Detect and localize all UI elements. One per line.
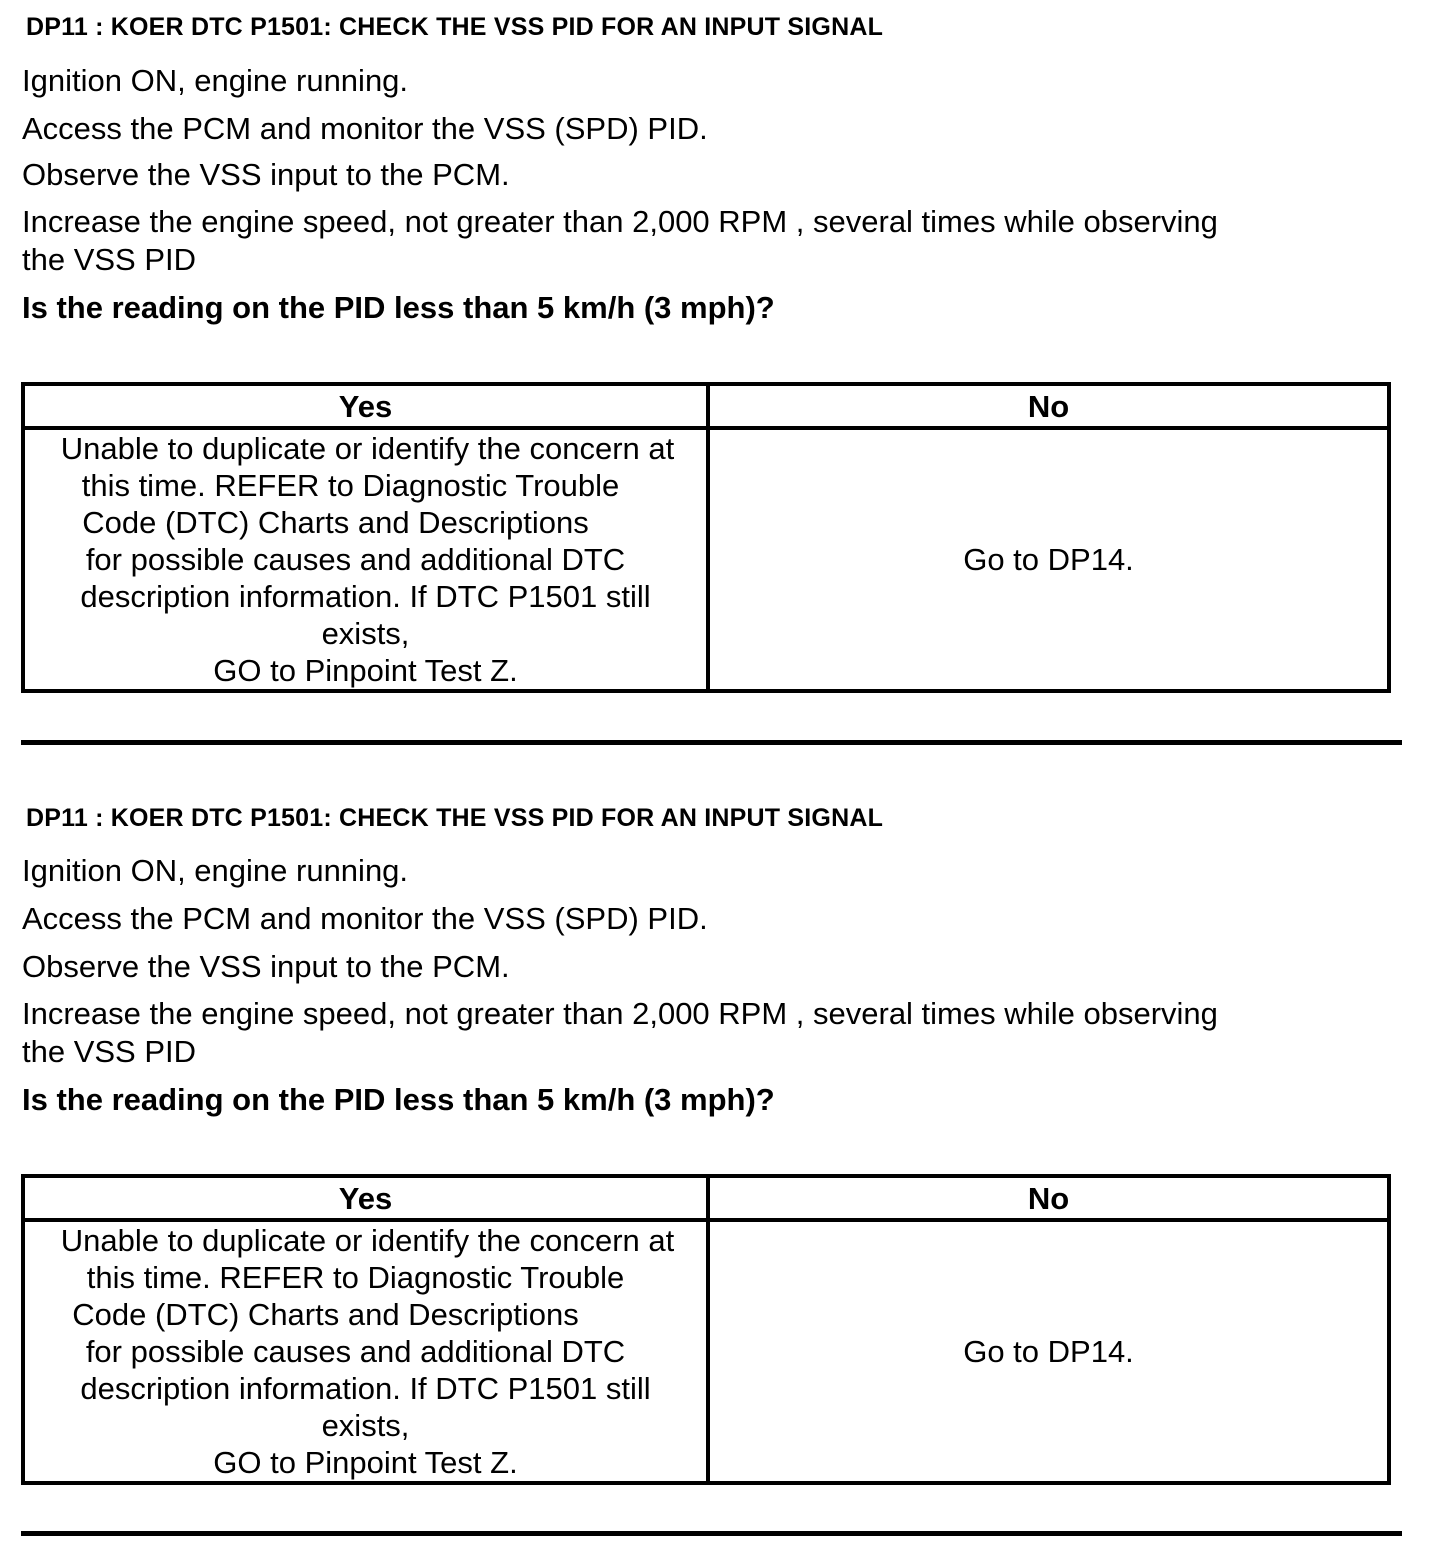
step-ignition: Ignition ON, engine running. (22, 853, 409, 888)
no-header: No (1027, 389, 1070, 424)
yes-cell (25, 430, 706, 689)
section-title: DP11 : KOER DTC P1501: CHECK THE VSS PID FOR AN INPUT SIGNAL (26, 13, 884, 41)
step-observe-vss: Observe the VSS input to the PCM. (22, 157, 510, 192)
section-divider-rule (21, 740, 1402, 745)
yes-line: for possible causes and additional DTC (85, 542, 626, 577)
step-increase-speed-cont: the VSS PID (22, 1034, 197, 1069)
no-cell (710, 430, 1387, 689)
decision-table (21, 1174, 1391, 1485)
yes-line: Unable to duplicate or identify the concern at (60, 1223, 675, 1258)
yes-line: GO to Pinpoint Test Z. (213, 653, 518, 688)
yes-line: description information. If DTC P1501 still (80, 1371, 651, 1406)
section-title: DP11 : KOER DTC P1501: CHECK THE VSS PID FOR AN INPUT SIGNAL (26, 804, 884, 832)
yes-line: Code (DTC) Charts and Descriptions (82, 505, 589, 540)
no-cell-text: Go to DP14. (963, 541, 1134, 577)
yes-line: for possible causes and additional DTC (85, 1334, 626, 1369)
decision-question: Is the reading on the PID less than 5 km/h (3 mph)? (22, 290, 775, 325)
decision-table (21, 382, 1391, 693)
step-access-pcm: Access the PCM and monitor the VSS (SPD) PID. (22, 111, 708, 146)
section-divider-rule (21, 1531, 1402, 1536)
yes-header: Yes (338, 1181, 393, 1216)
yes-line: GO to Pinpoint Test Z. (213, 1445, 518, 1480)
yes-line: Unable to duplicate or identify the concern at (60, 431, 675, 466)
yes-line: exists, (321, 1408, 410, 1443)
yes-line: this time. REFER to Diagnostic Trouble (81, 468, 620, 503)
no-cell (710, 1222, 1387, 1481)
yes-line: this time. REFER to Diagnostic Trouble (86, 1260, 625, 1295)
step-increase-speed: Increase the engine speed, not greater than 2,000 RPM , several times while observing (22, 204, 1218, 239)
decision-question: Is the reading on the PID less than 5 km/h (3 mph)? (22, 1082, 775, 1117)
step-access-pcm: Access the PCM and monitor the VSS (SPD) PID. (22, 901, 708, 936)
step-observe-vss: Observe the VSS input to the PCM. (22, 949, 510, 984)
yes-cell (25, 1222, 706, 1481)
yes-line: exists, (321, 616, 410, 651)
no-cell-text: Go to DP14. (963, 1333, 1134, 1369)
yes-line: description information. If DTC P1501 still (80, 579, 651, 614)
step-increase-speed: Increase the engine speed, not greater than 2,000 RPM , several times while observing (22, 996, 1218, 1031)
yes-header: Yes (338, 389, 393, 424)
step-ignition: Ignition ON, engine running. (22, 63, 409, 98)
yes-line: Code (DTC) Charts and Descriptions (72, 1297, 579, 1332)
no-header: No (1027, 1181, 1070, 1216)
step-increase-speed-cont: the VSS PID (22, 242, 197, 277)
